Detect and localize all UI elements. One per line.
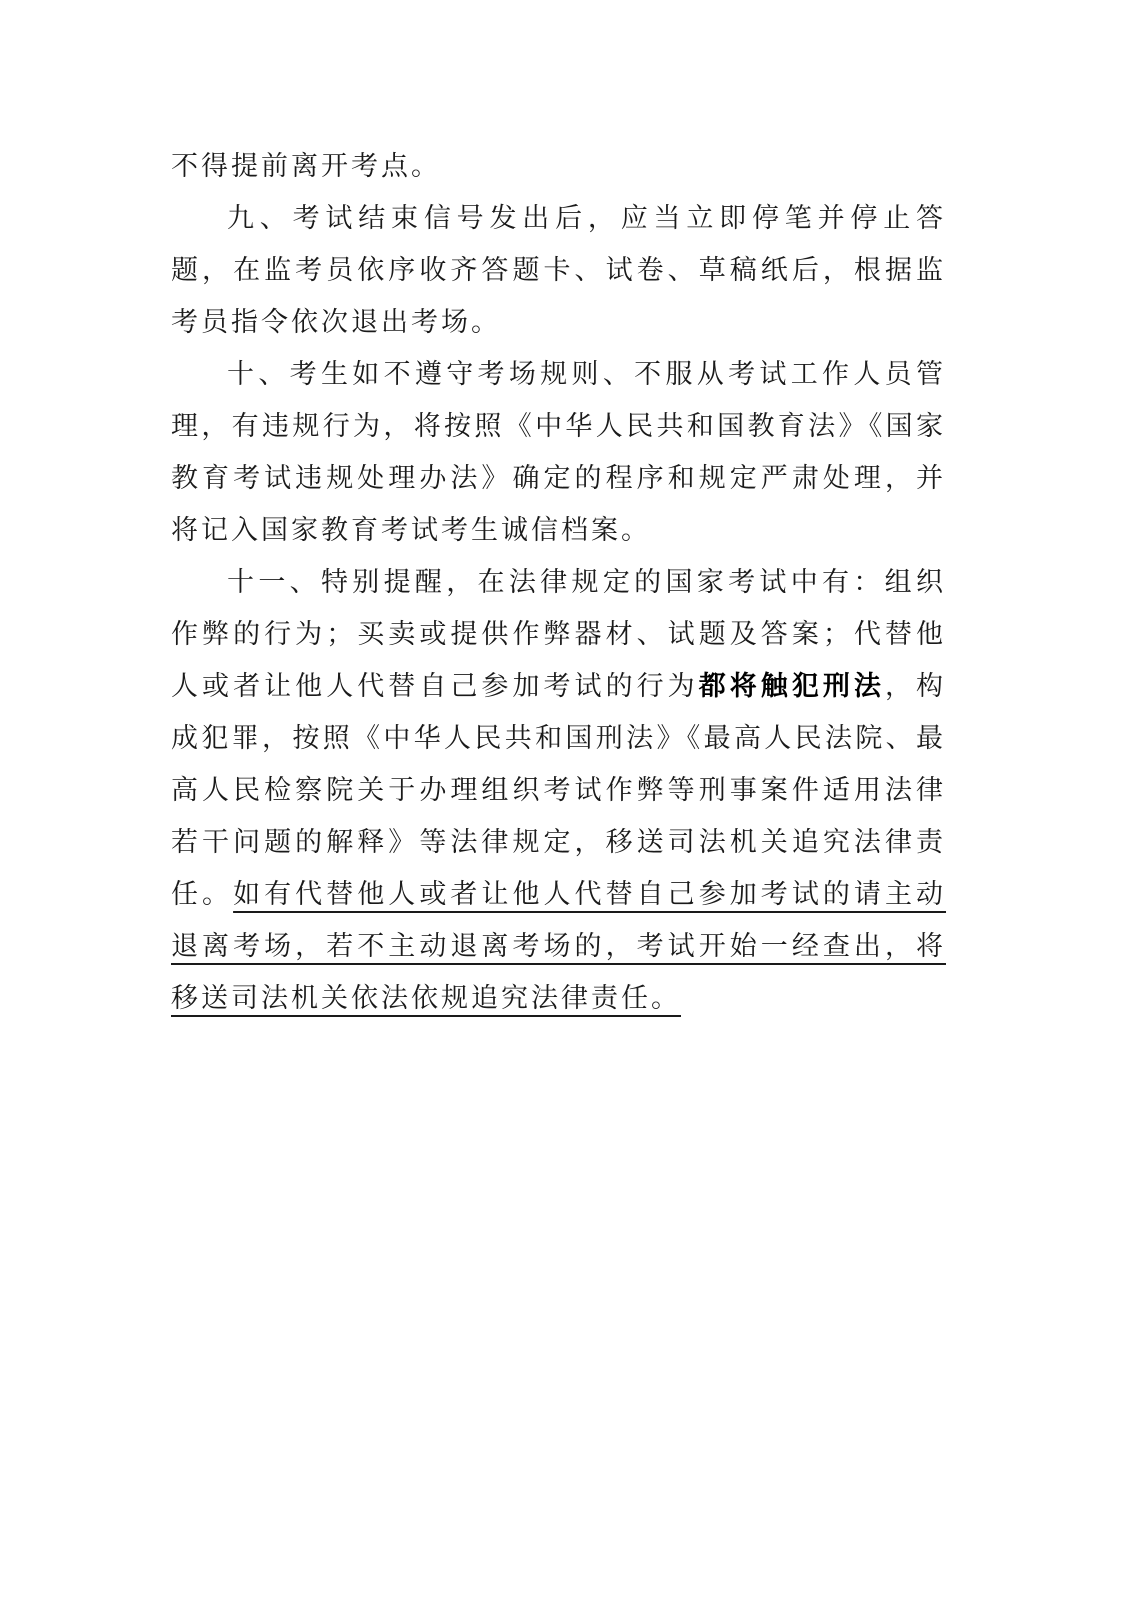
paragraph-11-text-start: 十一、特别提醒，在法律规定的国家考试中有：组织作弊的行为；买卖或提供作弊器材、试题及答案；代替他人或者让他人代替自己参加考试的行为	[171, 567, 946, 702]
paragraph-11-underlined-notice: 如有代替他人或者让他人代替自己参加考试的请主动退离考场，若不主动退离考场的，考试开始一经查出，将移送司法机关依法依规追究法律责任。	[171, 879, 947, 1014]
paragraph-11	[171, 557, 946, 1025]
document-body	[171, 141, 946, 1025]
paragraph-8-text: 不得提前离开考点。	[171, 151, 441, 182]
paragraph-10-text: 十、考生如不遵守考场规则、不服从考试工作人员管理，有违规行为，将按照《中华人民共和国教育法》《国家教育考试违规处理办法》确定的程序和规定严肃处理，并将记入国家教育考试考生诚信档案。	[171, 359, 946, 546]
paragraph-9	[171, 193, 946, 349]
paragraph-8-continuation	[171, 141, 946, 193]
paragraph-10	[171, 349, 946, 557]
paragraph-11-bold-warning: 都将触犯刑法	[698, 671, 885, 702]
paragraph-9-text: 九、考试结束信号发出后，应当立即停笔并停止答题，在监考员依序收齐答题卡、试卷、草稿纸后，根据监考员指令依次退出考场。	[171, 203, 946, 338]
paragraph-11-text-middle: ，构成犯罪，按照《中华人民共和国刑法》《最高人民法院、最高人民检察院关于办理组织考试作弊等刑事案件适用法律若干问题的解释》等法律规定，移送司法机关追究法律责任。	[171, 671, 947, 910]
